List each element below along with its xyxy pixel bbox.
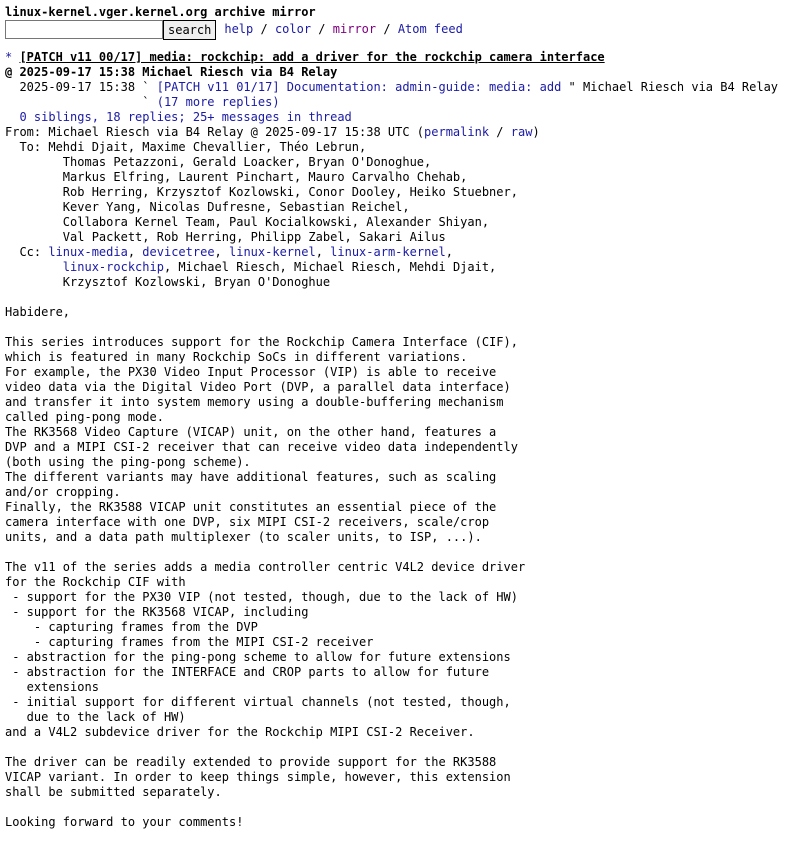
help-link[interactable]: help xyxy=(224,22,254,36)
siblings-link[interactable]: 0 siblings, 18 replies; 25+ messages in thread xyxy=(19,110,352,124)
body-line: For example, the PX30 Video Input Processor (VIP) is able to receive xyxy=(5,365,497,379)
permalink-link[interactable]: permalink xyxy=(424,125,490,139)
more-replies-link[interactable]: (17 more replies) xyxy=(156,95,280,109)
body-line: and transfer it into system memory using a double-buffering mechanism xyxy=(5,395,504,409)
site-title-link[interactable]: linux-kernel.vger.kernel.org archive mirror xyxy=(5,5,316,19)
raw-link[interactable]: raw xyxy=(510,125,533,139)
to-line: To: Mehdi Djait, Maxime Chevallier, Théo Lebrun, xyxy=(5,140,367,154)
thread-siblings xyxy=(5,110,796,125)
body-line: video data via the Digital Video Port (DVP, a parallel data interface) xyxy=(5,380,511,394)
to-line: Kever Yang, Nicolas Dufresne, Sebastian Reichel, xyxy=(5,200,410,214)
thread-at-line: @ 2025-09-17 15:38 Michael Riesch via B4 Relay xyxy=(5,65,338,79)
mirror-link[interactable]: mirror xyxy=(332,22,377,36)
body-line xyxy=(5,740,796,755)
cc-line: Krzysztof Kozlowski, Bryan O'Donoghue xyxy=(5,275,331,289)
to-line: Markus Elfring, Laurent Pinchart, Mauro Carvalho Chehab, xyxy=(5,170,468,184)
body-line: The RK3568 Video Capture (VICAP) unit, on the other hand, features a xyxy=(5,425,497,439)
body-line: camera interface with one DVP, six MIPI CSI-2 receivers, scale/crop xyxy=(5,515,490,529)
sep: / xyxy=(311,22,333,36)
cc-link-linux-arm-kernel[interactable]: linux-arm-kernel xyxy=(330,245,446,259)
thread-reply: 2025-09-17 15:38 ` [PATCH v11 01/17] Documentation: admin-guide: media: add " Michael Riesch via B4 Relay xyxy=(5,80,779,94)
body-line: and a V4L2 subdevice driver for the Rockchip MIPI CSI-2 Receiver. xyxy=(5,725,475,739)
body-line: DVP and a MIPI CSI-2 receiver that can receive video data independently xyxy=(5,440,518,454)
cc-link-linux-media[interactable]: linux-media xyxy=(48,245,128,259)
cc-link-devicetree[interactable]: devicetree xyxy=(142,245,215,259)
body-line: The v11 of the series adds a media controller centric V4L2 device driver xyxy=(5,560,526,574)
cc-link-linux-rockchip[interactable]: linux-rockchip xyxy=(62,260,164,274)
body-line: due to the lack of HW) xyxy=(5,710,186,724)
body-line xyxy=(5,290,796,305)
sep: / xyxy=(376,22,398,36)
thread-subject xyxy=(5,50,796,65)
to-line: Thomas Petazzoni, Gerald Loacker, Bryan O'Donoghue, xyxy=(5,155,432,169)
search-button[interactable]: search xyxy=(163,20,216,40)
body-line: VICAP variant. In order to keep things simple, however, this extension xyxy=(5,770,511,784)
thread-bullet[interactable]: * xyxy=(5,50,20,64)
body-line: called ping-pong mode. xyxy=(5,410,164,424)
body-line: extensions xyxy=(5,680,99,694)
body-line: - support for the PX30 VIP (not tested, though, due to the lack of HW) xyxy=(5,590,518,604)
site-title[interactable] xyxy=(5,5,796,20)
body-line: Looking forward to your comments! xyxy=(5,815,244,829)
subject-link[interactable]: [PATCH v11 00/17] media: rockchip: add a driver for the rockchip camera interface xyxy=(19,50,605,64)
cc-line: linux-rockchip, Michael Riesch, Michael Riesch, Mehdi Djait, xyxy=(62,260,497,274)
to-line: Val Packett, Rob Herring, Philipp Zabel, Sakari Ailus xyxy=(5,230,446,244)
body-line: This series introduces support for the Rockchip Camera Interface (CIF), xyxy=(5,335,518,349)
body-line: (both using the ping-pong scheme). xyxy=(5,455,251,469)
body-line: - initial support for different virtual channels (not tested, though, xyxy=(5,695,511,709)
reply-link[interactable]: [PATCH v11 01/17] Documentation: admin-guide: media: add xyxy=(156,80,562,94)
message-body xyxy=(5,290,796,830)
body-line: which is featured in many Rockchip SoCs in different variations. xyxy=(5,350,468,364)
body-line: - abstraction for the INTERFACE and CROP parts to allow for future xyxy=(5,665,490,679)
body-line: Habidere, xyxy=(5,305,71,319)
to-line: Rob Herring, Krzysztof Kozlowski, Conor Dooley, Heiko Stuebner, xyxy=(5,185,518,199)
sep: / xyxy=(253,22,275,36)
body-line xyxy=(5,320,796,335)
atom-feed-link[interactable]: Atom feed xyxy=(397,22,463,36)
to-line: Collabora Kernel Team, Paul Kocialkowski, Alexander Shiyan, xyxy=(5,215,490,229)
body-line: and/or cropping. xyxy=(5,485,121,499)
body-line: shall be submitted separately. xyxy=(5,785,222,799)
top-links xyxy=(224,20,462,38)
body-line: - abstraction for the ping-pong scheme to allow for future extensions xyxy=(5,650,511,664)
cc-link-linux-kernel[interactable]: linux-kernel xyxy=(229,245,316,259)
body-line: Finally, the RK3588 VICAP unit constitutes an essential piece of the xyxy=(5,500,497,514)
cc-line: Cc: linux-media, devicetree, linux-kernel, linux-arm-kernel, xyxy=(5,245,453,259)
search-input[interactable] xyxy=(5,20,163,39)
from-line: From: Michael Riesch via B4 Relay @ 2025-09-17 15:38 UTC (permalink / raw) xyxy=(5,125,540,139)
body-line: The driver can be readily extended to provide support for the RK3588 xyxy=(5,755,497,769)
spacer xyxy=(5,39,796,50)
body-line: The different variants may have additional features, such as scaling xyxy=(5,470,497,484)
body-line: for the Rockchip CIF with xyxy=(5,575,186,589)
body-line: - capturing frames from the DVP xyxy=(5,620,258,634)
body-line: - capturing frames from the MIPI CSI-2 receiver xyxy=(5,635,374,649)
thread-more: ` (17 more replies) xyxy=(5,95,280,109)
body-line: - support for the RK3568 VICAP, including xyxy=(5,605,309,619)
body-line xyxy=(5,545,796,560)
body-line xyxy=(5,800,796,815)
color-link[interactable]: color xyxy=(274,22,312,36)
body-line: units, and a data path multiplexer (to scaler units, to ISP, ...). xyxy=(5,530,482,544)
search-form xyxy=(5,20,796,39)
